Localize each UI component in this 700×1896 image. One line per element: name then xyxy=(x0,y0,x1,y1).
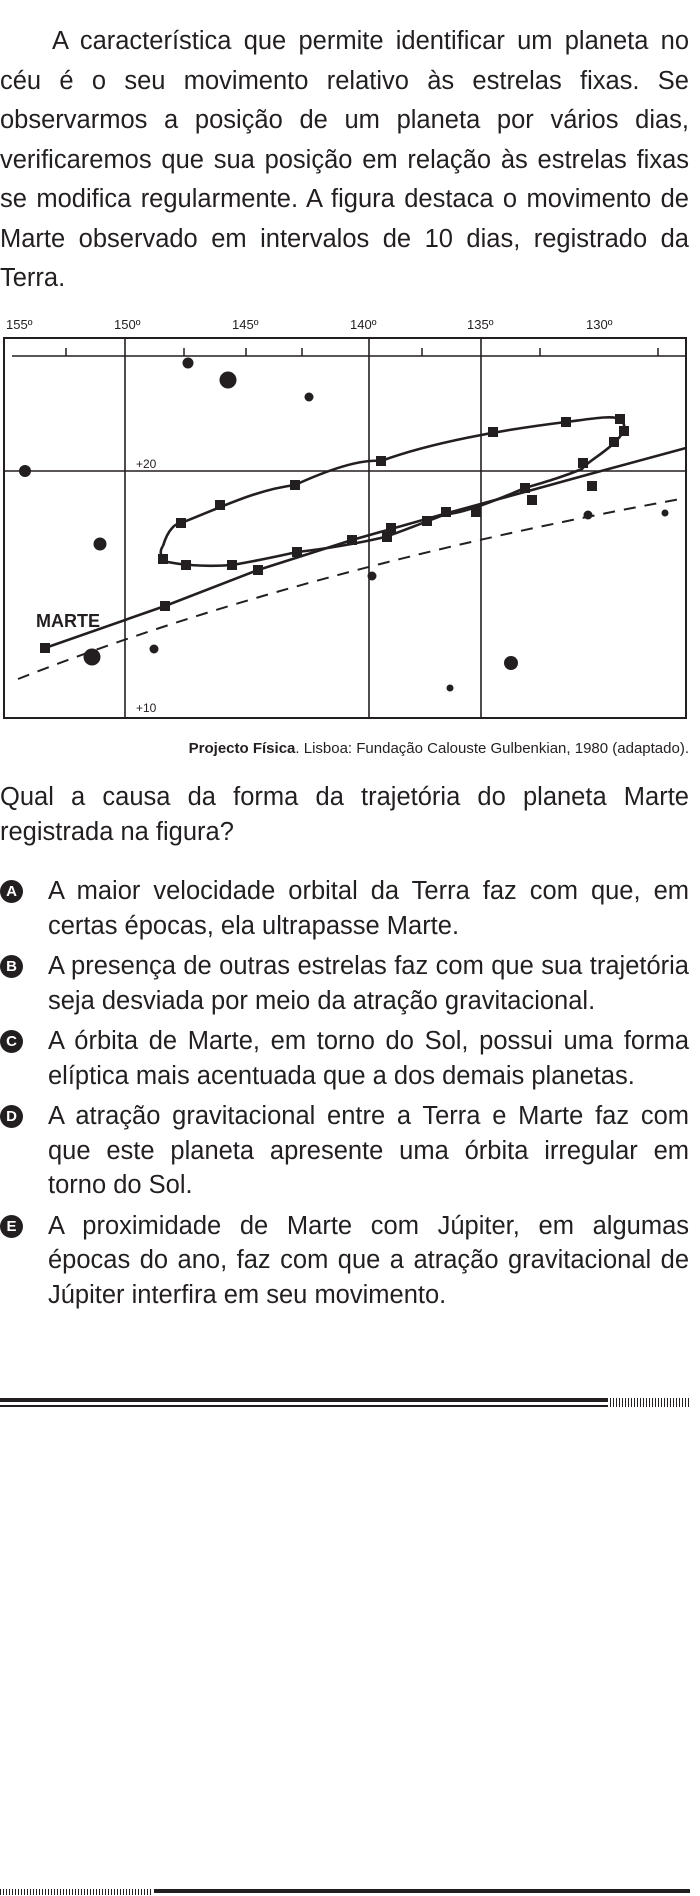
star xyxy=(150,645,159,654)
declination-label-10: +10 xyxy=(136,701,157,715)
mars-label: MARTE xyxy=(36,611,100,631)
option-text: A proximidade de Marte com Júpiter, em algumas épocas do ano, faz com que a atração gravitacional de Júpiter interfira em seu movimento. xyxy=(48,1211,689,1309)
intro-paragraph: A característica que permite identificar um planeta no céu é o seu movimento relativo às estrelas fixas. Se observarmos a posição de um planeta por vários dias, verificaremos que sua posição em relação às estrelas fixas se modifica regularmente. A figura destaca o movimento de Marte observado em intervalos de 10 dias, registrado da Terra. xyxy=(0,27,689,292)
footer-line xyxy=(154,1889,690,1893)
source-title: Projecto Física xyxy=(188,740,296,757)
mars-trajectory-figure xyxy=(0,318,700,728)
star xyxy=(504,656,518,670)
observation-point xyxy=(376,456,386,466)
observation-point xyxy=(382,532,392,542)
fixed-stars xyxy=(19,358,669,692)
observation-point xyxy=(587,481,597,491)
section-divider xyxy=(0,1398,608,1402)
option-c[interactable] xyxy=(0,1024,689,1093)
observation-point xyxy=(227,560,237,570)
figure-frame xyxy=(4,338,686,718)
observation-point xyxy=(160,601,170,611)
star xyxy=(19,465,31,477)
observation-point xyxy=(158,554,168,564)
star xyxy=(447,685,454,692)
mars-observation-points xyxy=(40,414,629,653)
declination-label-20: +20 xyxy=(136,457,157,471)
longitude-label-140: 140º xyxy=(350,318,377,332)
longitude-label-155: 155º xyxy=(6,318,33,332)
answer-options xyxy=(0,874,689,1318)
observation-point xyxy=(386,523,396,533)
footer-tick-marks xyxy=(0,1889,152,1895)
star xyxy=(183,358,194,369)
longitude-label-130: 130º xyxy=(586,318,613,332)
observation-point xyxy=(290,480,300,490)
longitude-label-145: 145º xyxy=(232,318,259,332)
option-e[interactable] xyxy=(0,1209,689,1313)
section-divider-thin xyxy=(0,1405,608,1407)
mars-trajectory xyxy=(45,448,686,648)
observation-point xyxy=(292,547,302,557)
observation-point xyxy=(619,426,629,436)
coordinate-grid xyxy=(4,338,686,718)
option-letter-badge: A xyxy=(0,880,23,903)
option-letter-badge: B xyxy=(0,955,23,978)
observation-point xyxy=(471,507,481,517)
observation-point xyxy=(253,565,263,575)
observation-point xyxy=(520,483,530,493)
observation-point xyxy=(181,560,191,570)
observation-point xyxy=(422,516,432,526)
observation-point xyxy=(527,495,537,505)
source-details: . Lisboa: Fundação Calouste Gulbenkian, 1980 (adaptado). xyxy=(295,740,689,757)
option-letter-badge: D xyxy=(0,1105,23,1128)
star xyxy=(305,393,314,402)
observation-point xyxy=(578,458,588,468)
option-d[interactable] xyxy=(0,1099,689,1203)
longitude-label-150: 150º xyxy=(114,318,141,332)
observation-point xyxy=(347,535,357,545)
option-text: A maior velocidade orbital da Terra faz com que, em certas épocas, ela ultrapasse Marte. xyxy=(48,877,689,940)
observation-point xyxy=(40,643,50,653)
star xyxy=(94,538,107,551)
figure-source xyxy=(189,740,689,757)
divider-tick-marks xyxy=(610,1398,690,1407)
star xyxy=(662,510,669,517)
observation-point xyxy=(215,500,225,510)
observation-point xyxy=(488,427,498,437)
option-b[interactable] xyxy=(0,949,689,1018)
longitude-scale xyxy=(12,348,686,356)
star xyxy=(220,372,237,389)
star xyxy=(84,649,101,666)
observation-point xyxy=(441,507,451,517)
longitude-label-135: 135º xyxy=(467,318,494,332)
question-text: Qual a causa da forma da trajetória do planeta Marte registrada na figura? xyxy=(0,783,689,846)
mars-trajectory-loop xyxy=(161,417,624,565)
option-text: A presença de outras estrelas faz com que sua trajetória seja desviada por meio da atração gravitacional. xyxy=(48,952,689,1015)
observation-point xyxy=(561,417,571,427)
option-text: A órbita de Marte, em torno do Sol, possui uma forma elíptica mais acentuada que a dos demais planetas. xyxy=(48,1027,689,1090)
star xyxy=(368,572,377,581)
option-a[interactable] xyxy=(0,874,689,943)
observation-point xyxy=(609,437,619,447)
option-text: A atração gravitacional entre a Terra e Marte faz com que este planeta apresente uma órbita irregular em torno do Sol. xyxy=(48,1102,689,1199)
ecliptic-dashed-line xyxy=(18,498,686,679)
observation-point xyxy=(176,518,186,528)
option-letter-badge: E xyxy=(0,1215,23,1238)
observation-point xyxy=(615,414,625,424)
option-letter-badge: C xyxy=(0,1030,23,1053)
